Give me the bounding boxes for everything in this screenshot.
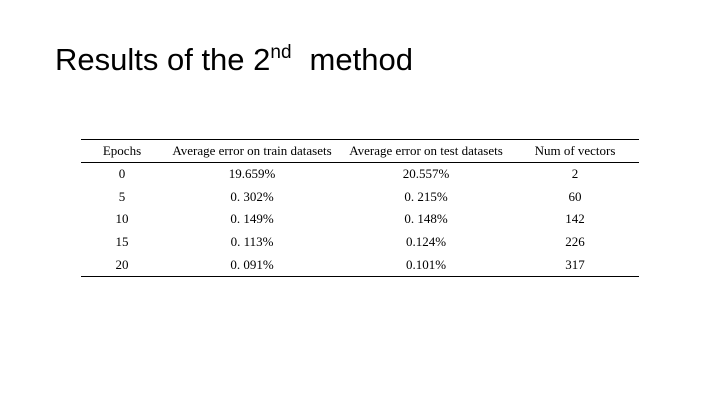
table-row [81,163,639,186]
cell-num-vectors: 317 [565,256,585,272]
cell-train-error: 0. 091% [230,256,274,272]
title-superscript: nd [270,42,292,63]
cell-epochs: 10 [115,211,129,227]
results-table [81,139,639,277]
header-test-error: Average error on test datasets [349,143,503,158]
cell-num-vectors: 226 [565,234,585,250]
slide-title [55,38,413,82]
cell-epochs: 20 [115,256,129,272]
cell-num-vectors: 2 [571,166,579,182]
cell-train-error: 0. 113% [230,234,274,250]
cell-test-error: 20.557% [402,166,450,182]
header-train-error: Average error on train datasets [172,143,332,158]
table-row [81,231,639,254]
cell-train-error: 0. 302% [230,188,274,204]
cell-test-error: 0. 215% [404,188,448,204]
table-header-row [81,140,639,163]
cell-num-vectors: 142 [565,211,585,227]
cell-num-vectors: 60 [568,188,582,204]
cell-train-error: 0. 149% [230,211,274,227]
cell-test-error: 0. 148% [404,211,448,227]
header-epochs: Epochs [102,143,142,158]
title-main: Results of the 2 [55,42,271,77]
cell-test-error: 0.101% [405,256,447,272]
cell-epochs: 15 [115,234,129,250]
cell-test-error: 0.124% [405,234,447,250]
header-num-vectors: Num of vectors [534,143,616,158]
cell-train-error: 19.659% [228,166,276,182]
table-row [81,253,639,276]
cell-epochs: 0 [118,166,126,182]
title-tail: method [309,42,413,77]
table-row [81,186,639,209]
table-row [81,208,639,231]
cell-epochs: 5 [118,188,126,204]
